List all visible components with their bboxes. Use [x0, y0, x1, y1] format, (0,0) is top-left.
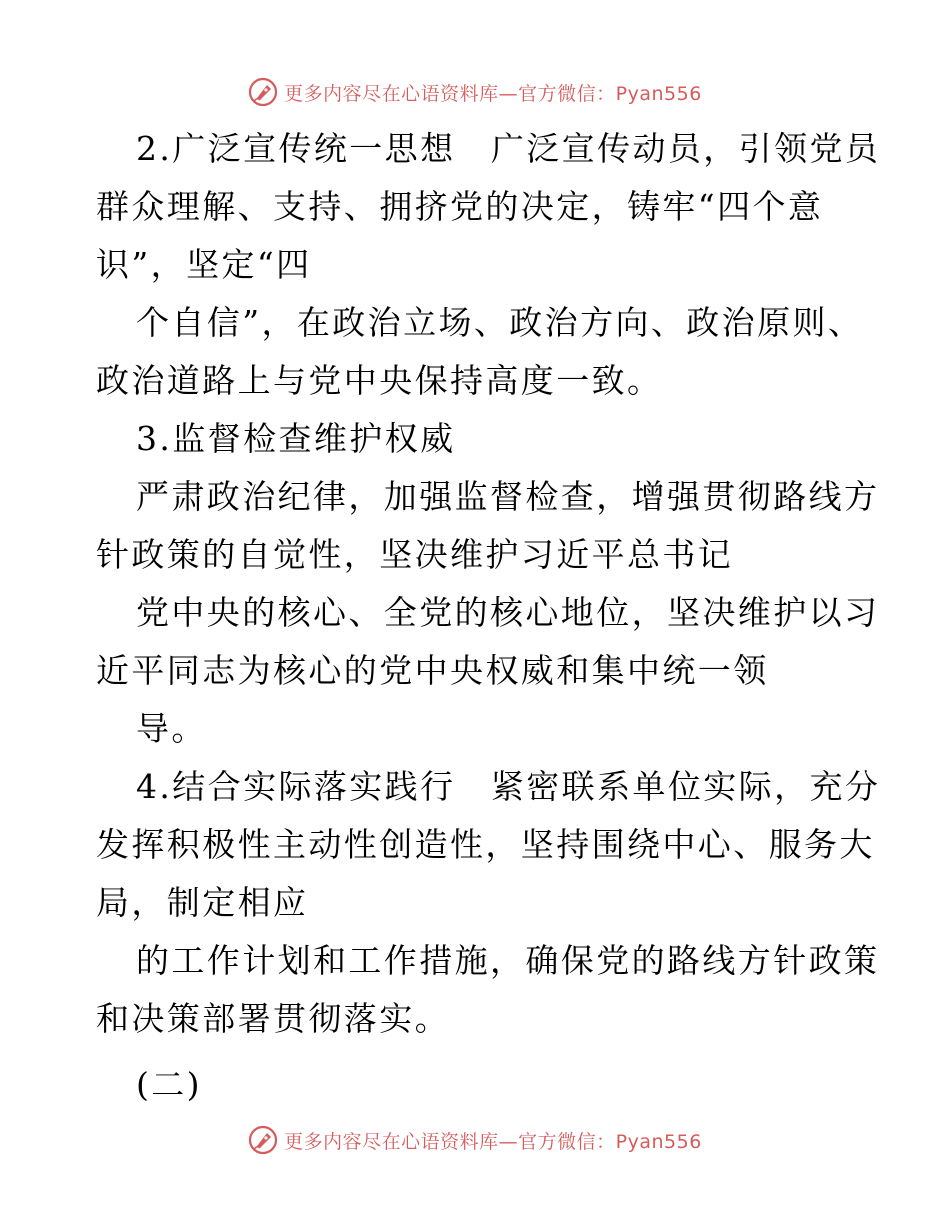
text-line: 3.监督检查维护权威	[136, 419, 456, 458]
text-line: 和决策部署贯彻落实。	[96, 999, 450, 1038]
text-line: 局，制定相应	[96, 883, 309, 922]
watermark-text: 更多内容尽在心语资料库—官方微信：Pyan556	[284, 1130, 702, 1153]
watermark-text: 更多内容尽在心语资料库—官方微信：Pyan556	[284, 82, 702, 105]
pen-nib-logo-icon	[248, 77, 278, 107]
text-line: 严肃政治纪律，加强监督检查，增强贯彻路线方	[136, 477, 880, 516]
text-line: 政治道路上与党中央保持高度一致。	[96, 361, 663, 400]
text-line: 个自信”，在政治立场、政治方向、政治原则、	[136, 303, 864, 342]
text-line: 针政策的自觉性，坚决维护习近平总书记	[96, 535, 734, 574]
text-line: 2.广泛宣传统一思想 广泛宣传动员，引领党员	[136, 129, 881, 168]
text-line: 的工作计划和工作措施，确保党的路线方针政策	[136, 941, 880, 980]
text-line: 4.结合实际落实践行 紧密联系单位实际，充分	[136, 767, 881, 806]
document-body	[96, 120, 881, 1114]
header-watermark	[0, 72, 950, 112]
text-line: 群众理解、支持、拥挤党的决定，铸牢“四个意	[96, 187, 824, 226]
pen-nib-logo-icon	[248, 1125, 278, 1155]
text-line: 近平同志为核心的党中央权威和集中统一领	[96, 651, 769, 690]
text-line: 导。	[136, 709, 207, 748]
text-line: 党中央的核心、全党的核心地位，坚决维护以习	[136, 593, 880, 632]
text-line: 识”，坚定“四	[96, 245, 312, 284]
text-line: 发挥积极性主动性创造性，坚持围绕中心、服务大	[96, 825, 875, 864]
footer-watermark	[0, 1120, 950, 1160]
section-heading: (二)	[136, 1065, 202, 1104]
